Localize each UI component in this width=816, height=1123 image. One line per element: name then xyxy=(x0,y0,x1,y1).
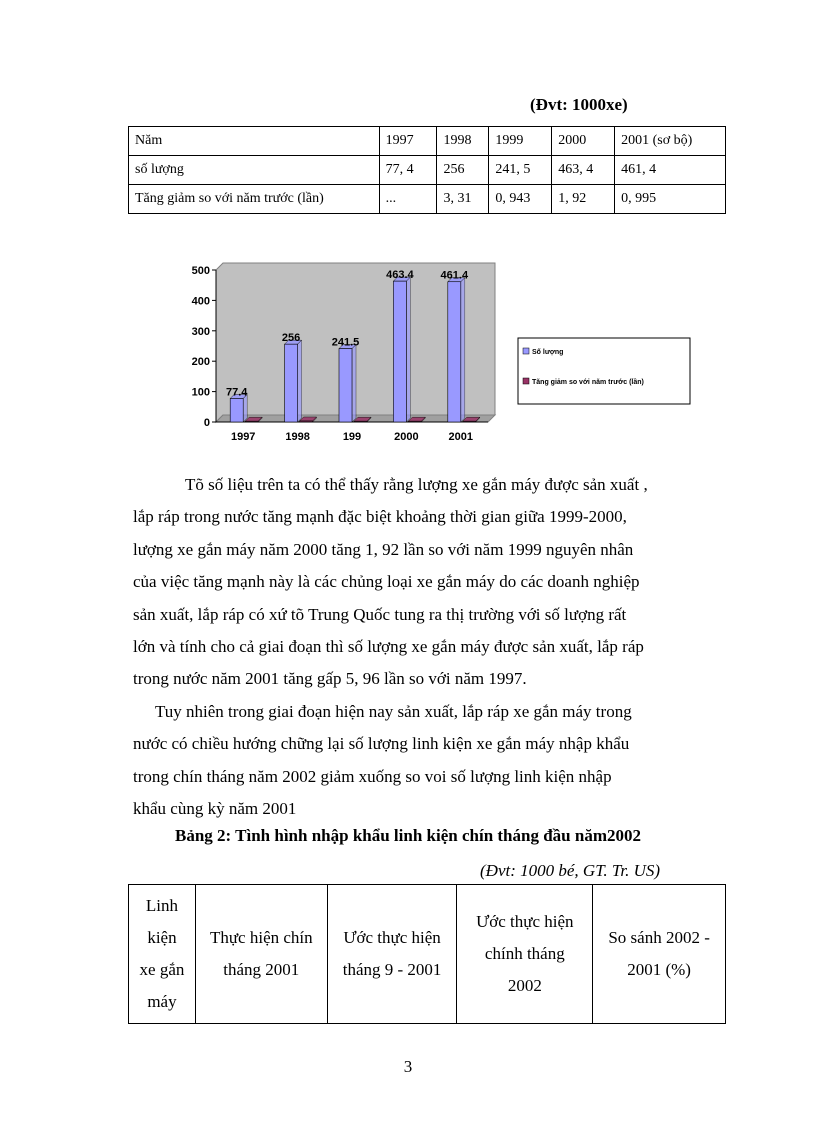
table-cell: Năm xyxy=(129,127,380,156)
header-line: Ước thực hiện xyxy=(343,928,441,947)
table1-unit: (Đvt: 1000xe) xyxy=(530,95,628,114)
table-row xyxy=(129,185,726,214)
bar xyxy=(463,421,476,422)
legend-swatch xyxy=(523,348,529,354)
header-line: So sánh 2002 - xyxy=(608,928,710,947)
table-cell: 1, 92 xyxy=(552,185,615,214)
header-line: 2001 (%) xyxy=(627,960,691,979)
data-label: 241.5 xyxy=(331,336,360,349)
table-cell: số lượng xyxy=(129,156,380,185)
legend-swatch xyxy=(523,378,529,384)
text-line: Tõ số liệu trên ta có thể thấy rằng lượng xe gắn máy được sản xuất , xyxy=(185,475,648,494)
y-tick-label: 300 xyxy=(191,325,210,338)
header-line: chính tháng xyxy=(484,944,565,963)
bar xyxy=(408,421,421,422)
table-header-cell xyxy=(129,885,196,1024)
table-cell: 256 xyxy=(437,156,489,185)
text-line: lớn và tính cho cả giai đoạn thì số lượng xe gắn máy được sản xuất, lắp ráp xyxy=(133,637,644,657)
bar xyxy=(354,421,367,422)
table-cell: 0, 943 xyxy=(489,185,552,214)
legend-label: Số lượng xyxy=(532,349,564,356)
bar xyxy=(230,398,243,422)
bar-chart xyxy=(180,258,720,453)
data-label: 463.4 xyxy=(386,269,414,282)
table-cell: 2001 (sơ bộ) xyxy=(615,127,726,156)
table-header-row xyxy=(129,127,726,156)
legend-label: Tăng giảm so với năm trước (lần) xyxy=(532,379,644,386)
text-line: Tuy nhiên trong giai đoạn hiện nay sản xuất, lắp ráp xe gắn máy trong xyxy=(155,702,632,721)
table-cell: 463, 4 xyxy=(552,156,615,185)
bar xyxy=(245,421,258,422)
bar xyxy=(339,349,352,422)
text-line: lượng xe gắn máy năm 2000 tăng 1, 92 lần so với năm 1999 nguyên nhân xyxy=(133,539,634,559)
table-cell: 461, 4 xyxy=(615,156,726,185)
header-line: tháng 2001 xyxy=(223,960,300,979)
production-table xyxy=(128,126,726,214)
table-cell: ... xyxy=(379,185,437,214)
text-line: sản xuất, lắp ráp có xứ tõ Trung Quốc tung ra thị trường với số lượng rất xyxy=(133,604,627,624)
x-tick-label: 1998 xyxy=(285,431,310,443)
table-cell: 0, 995 xyxy=(615,185,726,214)
header-line: xe gắn xyxy=(139,960,185,979)
table2-caption: Bảng 2: Tình hình nhập khẩu linh kiện chín tháng đầu năm2002 xyxy=(175,826,641,845)
text-line: nước có chiều hướng chững lại số lượng linh kiện xe gắn máy nhập khẩu xyxy=(133,734,630,754)
table-cell: 241, 5 xyxy=(489,156,552,185)
text-line: lắp ráp trong nước tăng mạnh đặc biệt khoảng thời gian giữa 1999-2000, xyxy=(133,507,627,527)
x-tick-label: 2001 xyxy=(448,431,474,443)
bar xyxy=(300,421,313,422)
table-header-cell xyxy=(195,885,327,1024)
header-line: tháng 9 - 2001 xyxy=(342,960,442,979)
text-line: trong chín tháng năm 2002 giảm xuống so voi số lượng linh kiện nhập xyxy=(133,766,612,786)
legend xyxy=(518,338,690,404)
paragraph-2 xyxy=(133,696,718,826)
header-line: Linh xyxy=(145,896,179,915)
header-line: Thực hiện chín xyxy=(209,928,313,947)
header-line: kiện xyxy=(147,928,177,947)
data-label: 77.4 xyxy=(225,386,248,399)
text-line: của việc tăng mạnh này là các chủng loại xe gắn máy do các doanh nghiệp xyxy=(133,572,640,592)
bar-side xyxy=(406,277,410,422)
table-cell: Tăng giảm so với năm trước (lần) xyxy=(129,185,380,214)
data-label: 256 xyxy=(281,332,301,345)
data-label: 461.4 xyxy=(440,269,469,282)
text-line: trong nước năm 2001 tăng gấp 5, 96 lần so với năm 1997. xyxy=(133,669,527,689)
header-line: máy xyxy=(147,992,177,1011)
x-tick-label: 2000 xyxy=(394,431,419,443)
y-tick-label: 0 xyxy=(203,417,210,429)
header-line: Ước thực hiện xyxy=(476,912,574,931)
bar xyxy=(393,281,406,422)
y-tick-label: 400 xyxy=(191,295,210,308)
header-line: 2002 xyxy=(507,976,542,995)
table-row xyxy=(129,156,726,185)
table-cell: 1999 xyxy=(489,127,552,156)
table-header-row xyxy=(129,885,726,1024)
bar-side xyxy=(461,278,465,422)
bar-side xyxy=(243,394,247,422)
import-table xyxy=(128,884,726,1024)
table-cell: 3, 31 xyxy=(437,185,489,214)
bar xyxy=(285,344,298,422)
y-tick-label: 200 xyxy=(191,356,210,369)
bar-side xyxy=(352,345,356,422)
table-cell: 1997 xyxy=(379,127,437,156)
x-tick-label: 199 xyxy=(342,431,362,443)
y-tick-label: 500 xyxy=(191,265,210,277)
table-header-cell xyxy=(327,885,457,1024)
bar xyxy=(448,282,461,422)
text-line: khẩu cùng kỳ năm 2001 xyxy=(133,799,297,819)
table-header-cell xyxy=(457,885,593,1024)
table-header-cell xyxy=(593,885,726,1024)
page-number: 3 xyxy=(403,1057,413,1076)
bar-side xyxy=(298,340,302,422)
table-cell: 77, 4 xyxy=(379,156,437,185)
table-cell: 1998 xyxy=(437,127,489,156)
x-tick-label: 1997 xyxy=(230,431,256,443)
y-tick-label: 100 xyxy=(191,386,210,399)
paragraph-1 xyxy=(133,469,718,696)
table2-unit: (Đvt: 1000 bé, GT. Tr. US) xyxy=(480,861,661,880)
table-cell: 2000 xyxy=(552,127,615,156)
